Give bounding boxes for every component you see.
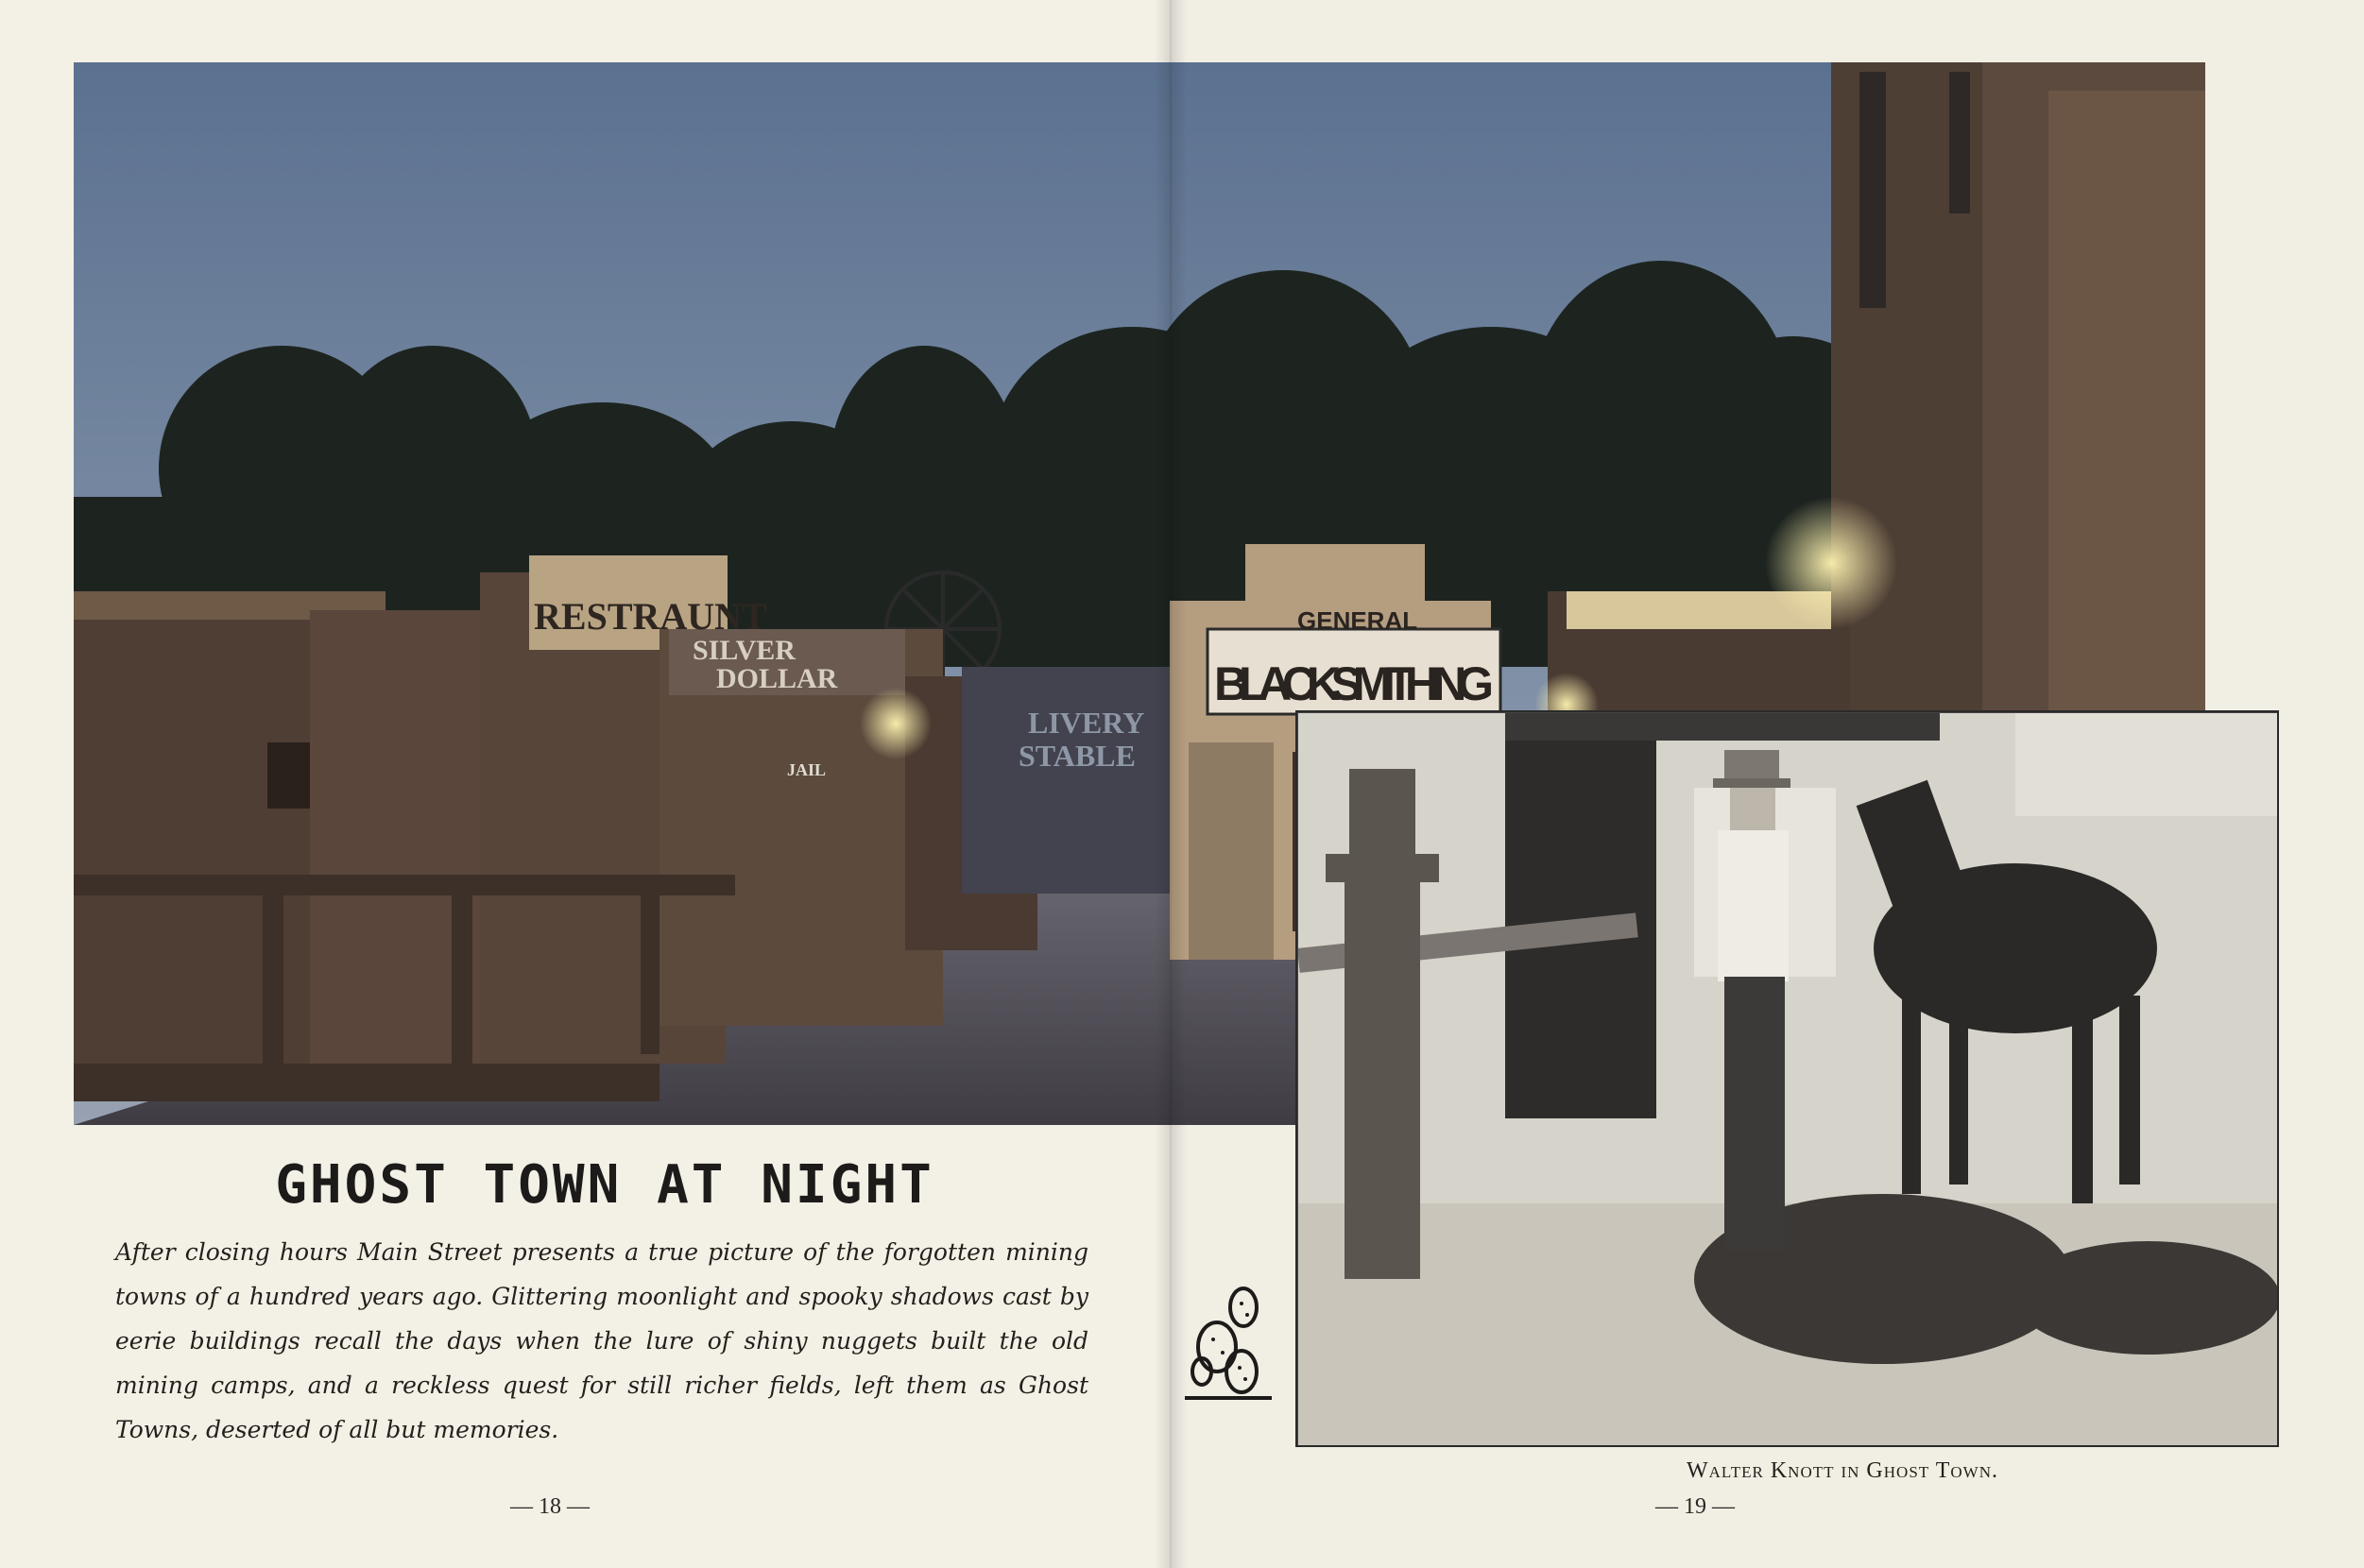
sign-blacksmithing: BLACKSMITHING: [1214, 657, 1494, 710]
page-headline: GHOST TOWN AT NIGHT: [275, 1154, 934, 1216]
sign-restaurant: RESTRAUNT: [534, 595, 767, 638]
page-number-left: — 18 —: [510, 1494, 590, 1519]
sign-jail: JAIL: [787, 760, 827, 779]
body-paragraph: After closing hours Main Street presents a true picture of the forgotten mining towns of a hundred years ago. Glittering moonlight and spooky shadows cast by eerie buildings recall the days when the lure of shiny nuggets built the old mining camps, and a reckless quest for still richer fields, left them as Ghost Towns, deserted of all but memories.: [115, 1238, 1088, 1443]
sign-stable: STABLE: [1019, 739, 1136, 773]
page-number-right: — 19 —: [1655, 1494, 1735, 1519]
sign-dollar: DOLLAR: [716, 663, 838, 694]
sign-livery: LIVERY: [1028, 706, 1145, 740]
photo-caption: Walter Knott in Ghost Town.: [1686, 1458, 1998, 1483]
sign-general: GENERAL: [1297, 606, 1418, 635]
sign-silver: SILVER: [693, 635, 796, 666]
cactus-icon: [1181, 1273, 1276, 1402]
walter-knott-photo: [1295, 710, 2279, 1447]
